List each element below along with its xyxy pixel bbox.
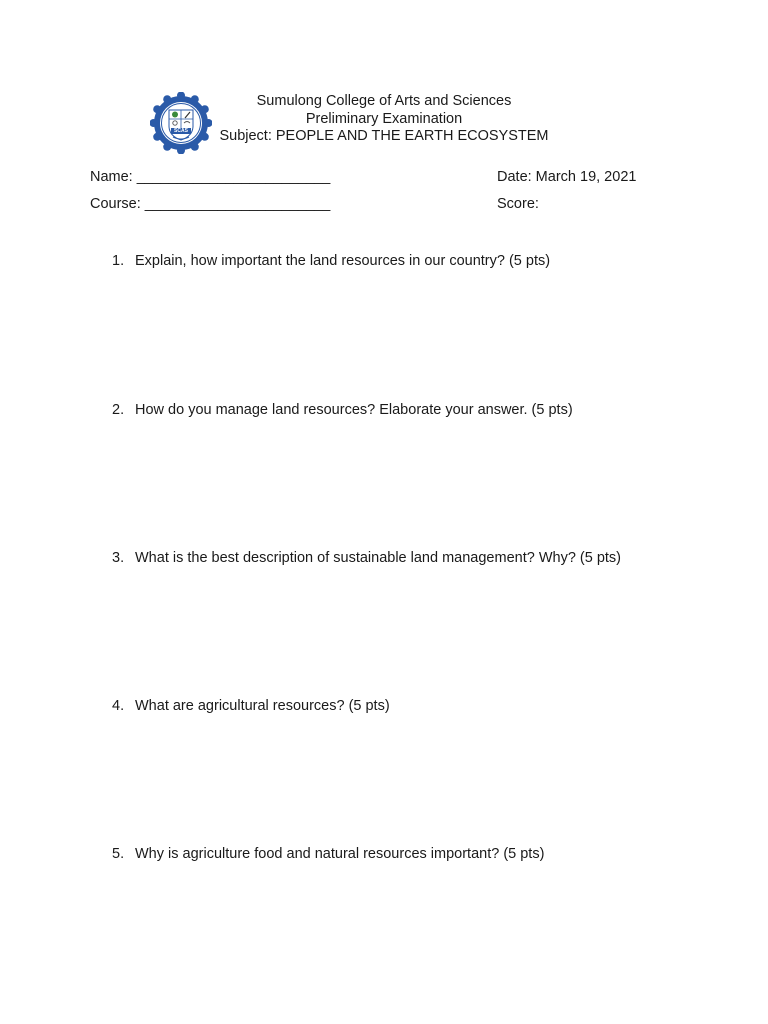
question-text: How do you manage land resources? Elaborate your answer. (5 pts): [135, 402, 573, 418]
score-field: Score:: [497, 196, 539, 212]
question-number: 1.: [112, 253, 125, 269]
question-number: 5.: [112, 846, 125, 862]
exam-title: Preliminary Examination: [305, 110, 463, 127]
question-number: 4.: [112, 698, 125, 714]
question-text: What are agricultural resources? (5 pts): [135, 698, 390, 714]
question-1: [112, 252, 550, 270]
question-text: What is the best description of sustainable land management? Why? (5 pts): [135, 550, 622, 566]
exam-header: [0, 93, 768, 146]
course-field[interactable]: Course: _______________________: [90, 196, 331, 212]
date-field: Date: March 19, 2021: [497, 169, 637, 185]
logo-lettering: SCAS: [174, 128, 188, 134]
question-2: [112, 401, 573, 419]
question-5: [112, 845, 544, 863]
question-text: Explain, how important the land resources in our country? (5 pts): [135, 253, 551, 269]
question-3: [112, 549, 621, 567]
college-name: Sumulong College of Arts and Sciences: [256, 93, 512, 109]
subject-title: Subject: PEOPLE AND THE EARTH ECOSYSTEM: [219, 128, 549, 144]
question-text: Why is agriculture food and natural resources important? (5 pts): [135, 846, 545, 862]
question-4: [112, 697, 390, 715]
name-field[interactable]: Name: ________________________: [90, 169, 331, 185]
question-number: 2.: [112, 402, 125, 418]
question-number: 3.: [112, 550, 125, 566]
